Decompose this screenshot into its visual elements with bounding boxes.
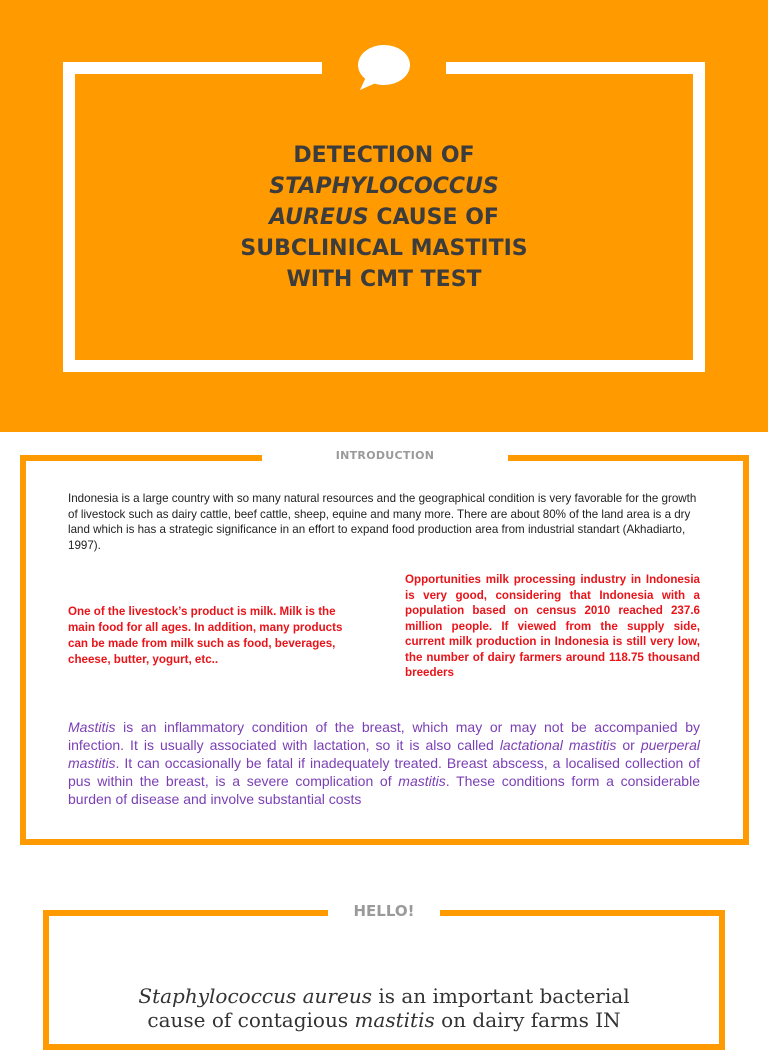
title-italic-word: AUREUS [269, 205, 369, 230]
hello-body: on dairy farms IN [434, 1008, 621, 1032]
title-line: WITH CMT TEST [286, 267, 482, 292]
mastitis-text: . It can occasionally be fatal if inadequately treated. Breast abscess, a localised collection of pus within the breast, is a severe complication of [68, 755, 700, 789]
hello-term: mastitis [354, 1008, 435, 1032]
mastitis-term: mastitis [398, 773, 446, 789]
title-line: SUBCLINICAL MASTITIS [240, 236, 528, 261]
opportunities-text: Opportunities milk processing industry in Indonesia is very good, considering that Indonesia with a population based on census 2010 reached 237.6 million people. If viewed from the supply side, current milk production in Indonesia is still very low, the number of dairy farmers around 118.75 thousand breeders [405, 573, 700, 679]
speech-bubble-icon [356, 44, 412, 92]
milk-product-text: One of the livestock’s product is milk. Milk is the main food for all ages. In addition, many products can be made from milk such as food, beverages, cheese, butter, yogurt, etc.. [68, 605, 343, 666]
hello-body: is an important bacterial cause of contagious [147, 984, 630, 1032]
hello-text [110, 984, 658, 1032]
title-section [0, 0, 768, 432]
title-line [200, 202, 568, 233]
mastitis-text: or [616, 737, 641, 753]
title-line: STAPHYLOCOCCUS [269, 174, 499, 199]
title-line-rest: CAUSE OF [368, 205, 499, 230]
hello-term: Staphylococcus aureus [138, 984, 372, 1008]
mastitis-term: lactational mastitis [499, 737, 617, 753]
page-title [200, 140, 568, 295]
title-line: DETECTION OF [293, 143, 475, 168]
mastitis-text: . These conditions form a considerable burden of disease and involve substantial costs [68, 773, 700, 807]
hello-label: HELLO! [353, 902, 415, 920]
introduction-paragraph: Indonesia is a large country with so many natural resources and the geographical condition is very favorable for the growth of livestock such as dairy cattle, beef cattle, sheep, equine and many more. There are about 80% of the land area is a dry land which is has a strategic significance in an effort to expand food production area from industrial standart (Akhadiarto, 1997). [68, 492, 697, 552]
mastitis-term: Mastitis [68, 719, 116, 735]
mastitis-text: is an inflammatory condition of the breast, which may or may not be accompanied by infection. It is usually associated with lactation, so it is also called [68, 719, 700, 753]
mastitis-term: puerperal mastitis [68, 737, 700, 771]
mastitis-paragraph [68, 718, 700, 808]
introduction-label: INTRODUCTION [335, 449, 435, 462]
